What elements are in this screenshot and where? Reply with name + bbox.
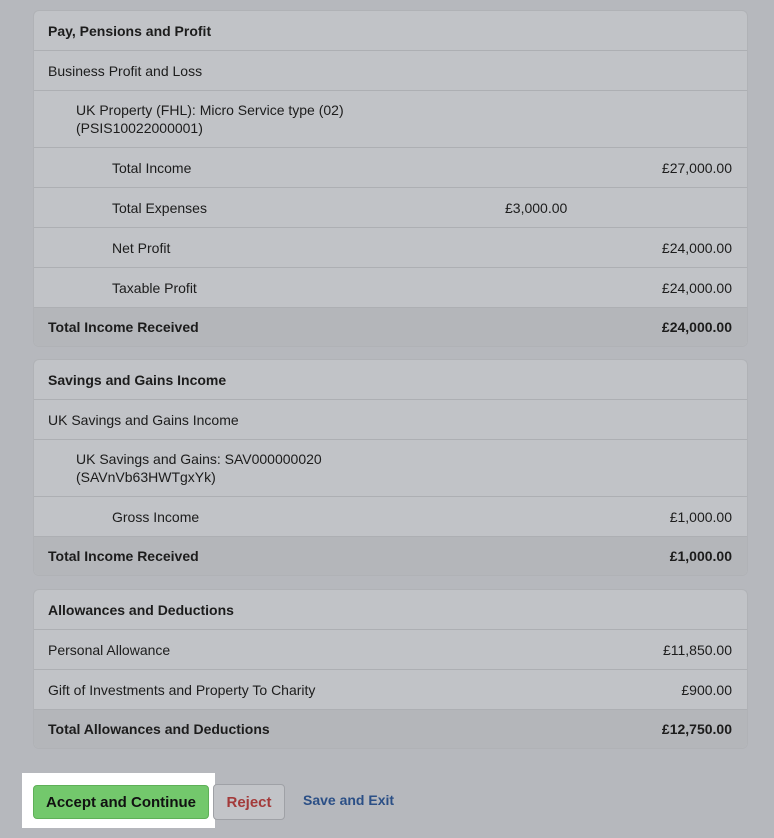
table-row: [34, 669, 747, 709]
total-label: Total Allowances and Deductions: [48, 721, 270, 737]
source-row: [34, 439, 747, 496]
total-label: Total Income Received: [48, 319, 199, 335]
source-id: (SAVnVb63HWTgxYk): [76, 469, 216, 485]
group-row: [34, 50, 747, 90]
total-row: [34, 709, 747, 748]
row-label: Total Expenses: [112, 199, 207, 216]
row-label: Total Income: [112, 159, 192, 176]
row-value: £27,000.00: [661, 159, 732, 176]
savings-gains-card: [33, 359, 748, 576]
row-label: Gross Income: [112, 508, 200, 525]
row-value: £24,000.00: [661, 279, 732, 296]
table-row: [34, 187, 747, 227]
group-label: UK Savings and Gains Income: [48, 411, 239, 428]
row-value: £1,000.00: [669, 508, 732, 525]
section-title: Pay, Pensions and Profit: [48, 22, 212, 39]
section-header: [34, 11, 747, 50]
source-name: UK Savings and Gains: SAV000000020: [76, 451, 322, 467]
row-label: Gift of Investments and Property To Charity: [48, 681, 316, 698]
section-title: Allowances and Deductions: [48, 601, 234, 618]
section-title: Savings and Gains Income: [48, 371, 227, 388]
table-row: [34, 496, 747, 536]
total-value: £12,750.00: [661, 721, 732, 737]
total-row: [34, 536, 747, 575]
total-value: £24,000.00: [661, 319, 732, 335]
group-label: Business Profit and Loss: [48, 62, 203, 79]
total-row: [34, 307, 747, 346]
source-id: (PSIS10022000001): [76, 120, 203, 136]
row-value: £24,000.00: [661, 239, 732, 256]
table-row: [34, 267, 747, 307]
save-and-exit-link[interactable]: Save and Exit: [303, 792, 395, 808]
group-row: [34, 399, 747, 439]
row-label: Net Profit: [112, 239, 171, 256]
row-value: £900.00: [681, 681, 732, 698]
table-row: [34, 227, 747, 267]
table-row: [34, 629, 747, 669]
reject-button[interactable]: Reject: [213, 784, 285, 820]
allowances-deductions-card: [33, 589, 748, 749]
total-label: Total Income Received: [48, 548, 199, 564]
row-label: Personal Allowance: [48, 641, 171, 658]
source-name: UK Property (FHL): Micro Service type (02): [76, 102, 344, 118]
pay-pensions-profit-card: [33, 10, 748, 347]
accept-and-continue-button[interactable]: Accept and Continue: [33, 785, 209, 819]
row-value: £11,850.00: [662, 641, 732, 658]
row-label: Taxable Profit: [112, 279, 197, 296]
row-value: £3,000.00: [505, 199, 568, 216]
section-header: [34, 360, 747, 399]
table-row: [34, 147, 747, 187]
total-value: £1,000.00: [669, 548, 732, 564]
source-row: [34, 90, 747, 147]
section-header: [34, 590, 747, 629]
